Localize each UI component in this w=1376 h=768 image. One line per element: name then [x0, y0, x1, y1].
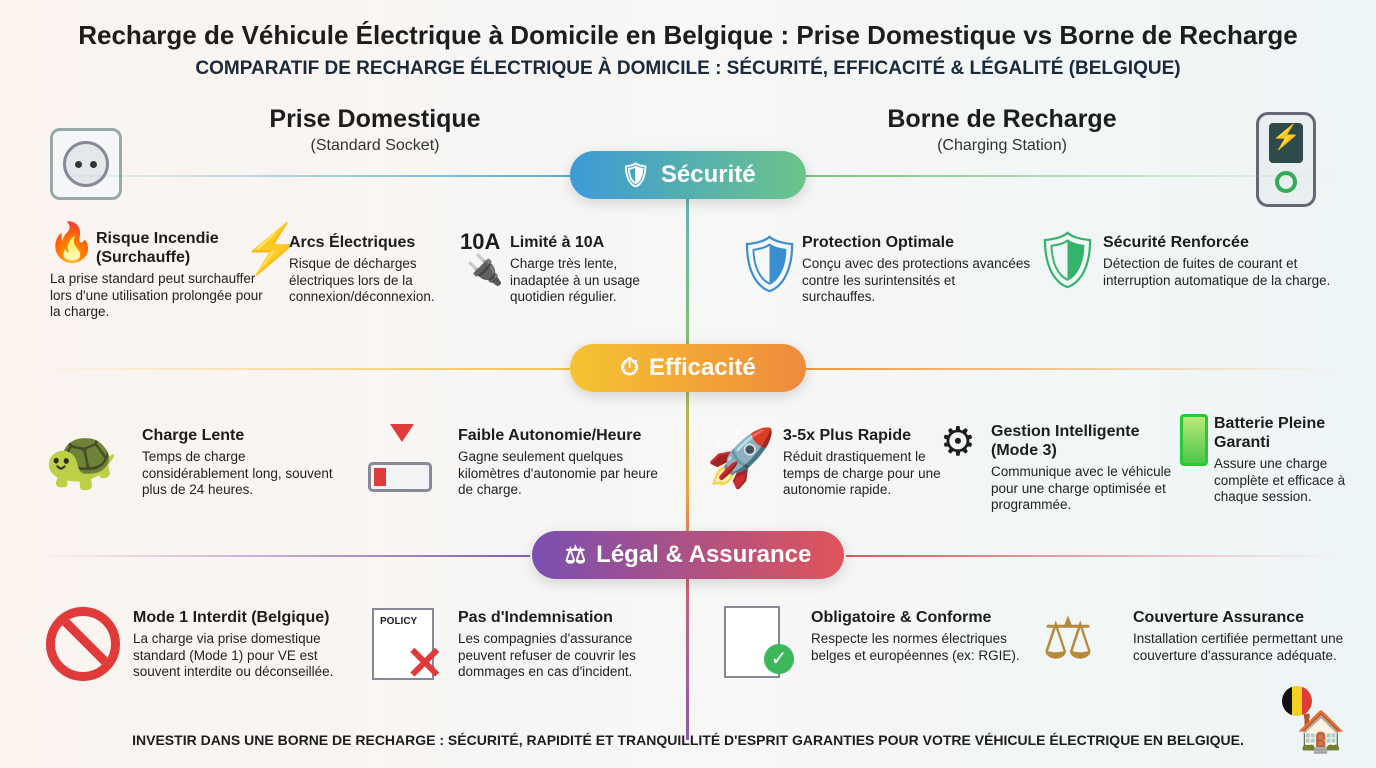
- house-car-icon: 🏠: [1296, 710, 1346, 754]
- item-pas-indemnisation: Pas d'Indemnisation Les compagnies d'assurance peuvent refuser de couvrir les dommages en cas d'incident.: [458, 609, 636, 680]
- section-efficacite: [570, 344, 806, 392]
- lightning-icon: ⚡: [242, 223, 302, 276]
- left-column-subtitle: (Standard Socket): [310, 137, 440, 154]
- section-label: Efficacité: [649, 354, 756, 381]
- section-label: Sécurité: [660, 161, 756, 188]
- left-column-title: Prise Domestique: [269, 105, 481, 133]
- page-subtitle: COMPARATIF DE RECHARGE ÉLECTRIQUE À DOMICILE : SÉCURITÉ, EFFICACITÉ & LÉGALITÉ (BELGIQUE): [195, 58, 1181, 79]
- divider: [40, 175, 570, 177]
- shield-check-icon: 🛡: [1032, 228, 1104, 291]
- item-couverture-assurance: Couverture Assurance Installation certifiée permettant une couverture d'assurance adéquate.: [1133, 609, 1344, 663]
- plug-icon: 🔌: [466, 254, 504, 287]
- item-gestion-intelligente: Gestion Intelligente (Mode 3) Communique avec le véhicule pour une charge optimisée et programmée.: [991, 423, 1172, 513]
- fire-icon: 🔥: [48, 222, 96, 264]
- charging-station-icon: ⚡: [1256, 112, 1316, 207]
- item-batterie-pleine: Batterie Pleine Garanti Assure une charge complète et efficace à chaque session.: [1214, 415, 1346, 505]
- item-protection-optimale: Protection Optimale Conçu avec des protections avancées contre les surintensités et surchauffes.: [802, 234, 1031, 305]
- right-column-title: Borne de Recharge: [887, 105, 1117, 133]
- section-legal: [532, 531, 844, 579]
- divider: [40, 555, 530, 557]
- policy-document-icon: POLICY ✕: [372, 608, 434, 680]
- prohibited-icon: [46, 607, 120, 681]
- item-risque-incendie: Risque Incendie (Surchauffe) La prise standard peut surchauffer lors d'une utilisation prolongée pour la charge.: [50, 230, 263, 320]
- item-plus-rapide: 3-5x Plus Rapide Réduit drastiquement le temps de charge pour une autonomie rapide.: [783, 427, 941, 498]
- item-arcs-electriques: Arcs Électriques Risque de décharges électriques lors de la connexion/déconnexion.: [289, 234, 435, 305]
- brain-gear-icon: ⚙: [940, 420, 976, 464]
- stopwatch-icon: ⏱: [620, 354, 639, 381]
- item-obligatoire-conforme: Obligatoire & Conforme Respecte les normes électriques belges et européennes (ex: RGIE).: [811, 609, 1020, 663]
- shield-icon: 🛡: [620, 161, 651, 189]
- divider: [806, 368, 1336, 370]
- low-battery-icon: [368, 424, 436, 496]
- rocket-icon: 🚀: [706, 426, 776, 489]
- divider: [40, 368, 570, 370]
- item-securite-renforcee: Sécurité Renforcée Détection de fuites de courant et interruption automatique de la charge.: [1103, 234, 1331, 288]
- socket-icon: [50, 128, 122, 200]
- scales-icon: ⚖: [564, 541, 587, 569]
- full-battery-icon: [1180, 414, 1208, 466]
- turtle-clock-icon: 🐢: [44, 426, 119, 493]
- 10a-badge: 10A: [460, 229, 501, 254]
- shield-check-icon: 🛡: [734, 232, 806, 295]
- divider: [846, 555, 1336, 557]
- center-divider: [686, 185, 689, 740]
- divider: [806, 175, 1336, 177]
- footer-tagline: INVESTIR DANS UNE BORNE DE RECHARGE : SÉCURITÉ, RAPIDITÉ ET TRANQUILLITÉ D'ESPRIT GARANTIES POUR VOTRE VÉHICULE ÉLECTRIQUE EN BELGIQUE.: [132, 732, 1244, 748]
- section-label: Légal & Assurance: [596, 541, 812, 568]
- item-mode1-interdit: Mode 1 Interdit (Belgique) La charge via prise domestique standard (Mode 1) pour VE est souvent interdite ou déconseillée.: [133, 609, 334, 680]
- page-title: Recharge de Véhicule Électrique à Domicile en Belgique : Prise Domestique vs Borne de Recharge: [78, 20, 1298, 50]
- item-faible-autonomie: Faible Autonomie/Heure Gagne seulement quelques kilomètres d'autonomie par heure de charge.: [458, 427, 658, 498]
- scales-shield-icon: ⚖: [1042, 606, 1094, 671]
- certificate-icon: ✓: [724, 606, 780, 678]
- section-securite: [570, 151, 806, 199]
- right-column-subtitle: (Charging Station): [937, 137, 1067, 154]
- item-limite-10a: Limité à 10A Charge très lente, inadaptée à un usage quotidien régulier.: [510, 234, 640, 305]
- item-charge-lente: Charge Lente Temps de charge considérablement long, souvent plus de 24 heures.: [142, 427, 333, 498]
